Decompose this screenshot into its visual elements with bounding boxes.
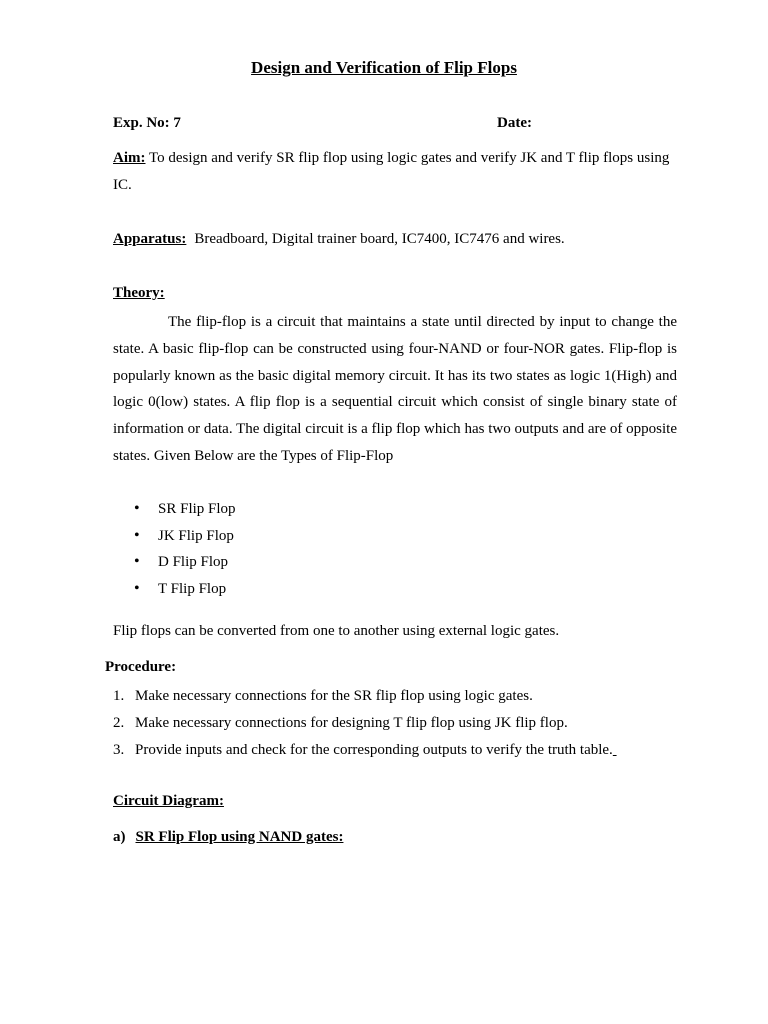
apparatus-line [113,231,565,248]
flip-flop-types-list [113,496,236,602]
subsection-marker: a) [113,829,126,845]
experiment-number: Exp. No: 7 [113,115,181,131]
step-text: Provide inputs and check for the corresponding outputs to verify the truth table. [135,742,613,758]
list-item-text: JK Flip Flop [158,527,234,544]
list-item [113,576,236,603]
subsection-title: SR Flip Flop using NAND gates: [135,829,344,845]
step-number: 1. [113,688,125,704]
step-number: 2. [113,715,125,731]
apparatus-label: Apparatus: [113,231,187,247]
underlined-space [613,742,617,758]
list-item [113,523,236,550]
aim-label: Aim: [113,150,146,166]
list-item-text: T Flip Flop [158,580,227,597]
circuit-subsection-a [113,829,343,846]
bullet-icon: • [134,500,140,517]
aim-line-1 [113,150,669,167]
theory-heading: Theory: [113,285,165,301]
circuit-diagram-heading: Circuit Diagram: [113,793,224,809]
list-item-text: D Flip Flop [158,554,229,570]
procedure-steps [113,683,617,764]
step-number: 3. [113,742,125,758]
step-text: Make necessary connections for designing T flip flop using JK flip flop. [135,715,568,731]
bullet-icon: • [134,579,140,597]
list-item [113,496,236,523]
aim-text: To design and verify SR flip flop using logic gates and verify JK and T flip flops using [145,150,670,166]
list-item-text: SR Flip Flop [158,501,236,517]
list-item [113,737,617,764]
aim-line-2: IC. [113,177,132,193]
list-item [113,549,236,576]
list-item [113,683,617,710]
procedure-heading: Procedure: [105,659,177,675]
theory-paragraph: The flip-flop is a circuit that maintains a state until directed by input to change the state. A basic flip-flop can be constructed using four-NAND or four-NOR gates. Flip-flop is popularly known as the basic digital memory circuit. It has its two states as logic 1(High) and logic 0(low) states. A flip flop is a sequential circuit which consist of single binary state of information or data. The digital circuit is a flip flop which has two outputs and are of opposite states. Given Below are the Types of Flip-Flop [113,314,677,464]
apparatus-text: Breadboard, Digital trainer board, IC7400, IC7476 and wires. [194,231,565,247]
page-title: Design and Verification of Flip Flops [251,58,517,77]
bullet-icon: • [134,553,140,570]
bullet-icon: • [134,526,140,544]
conversion-note: Flip flops can be converted from one to another using external logic gates. [113,623,560,639]
list-item [113,710,617,737]
step-text: Make necessary connections for the SR flip flop using logic gates. [135,688,533,704]
date-label: Date: [497,115,532,131]
